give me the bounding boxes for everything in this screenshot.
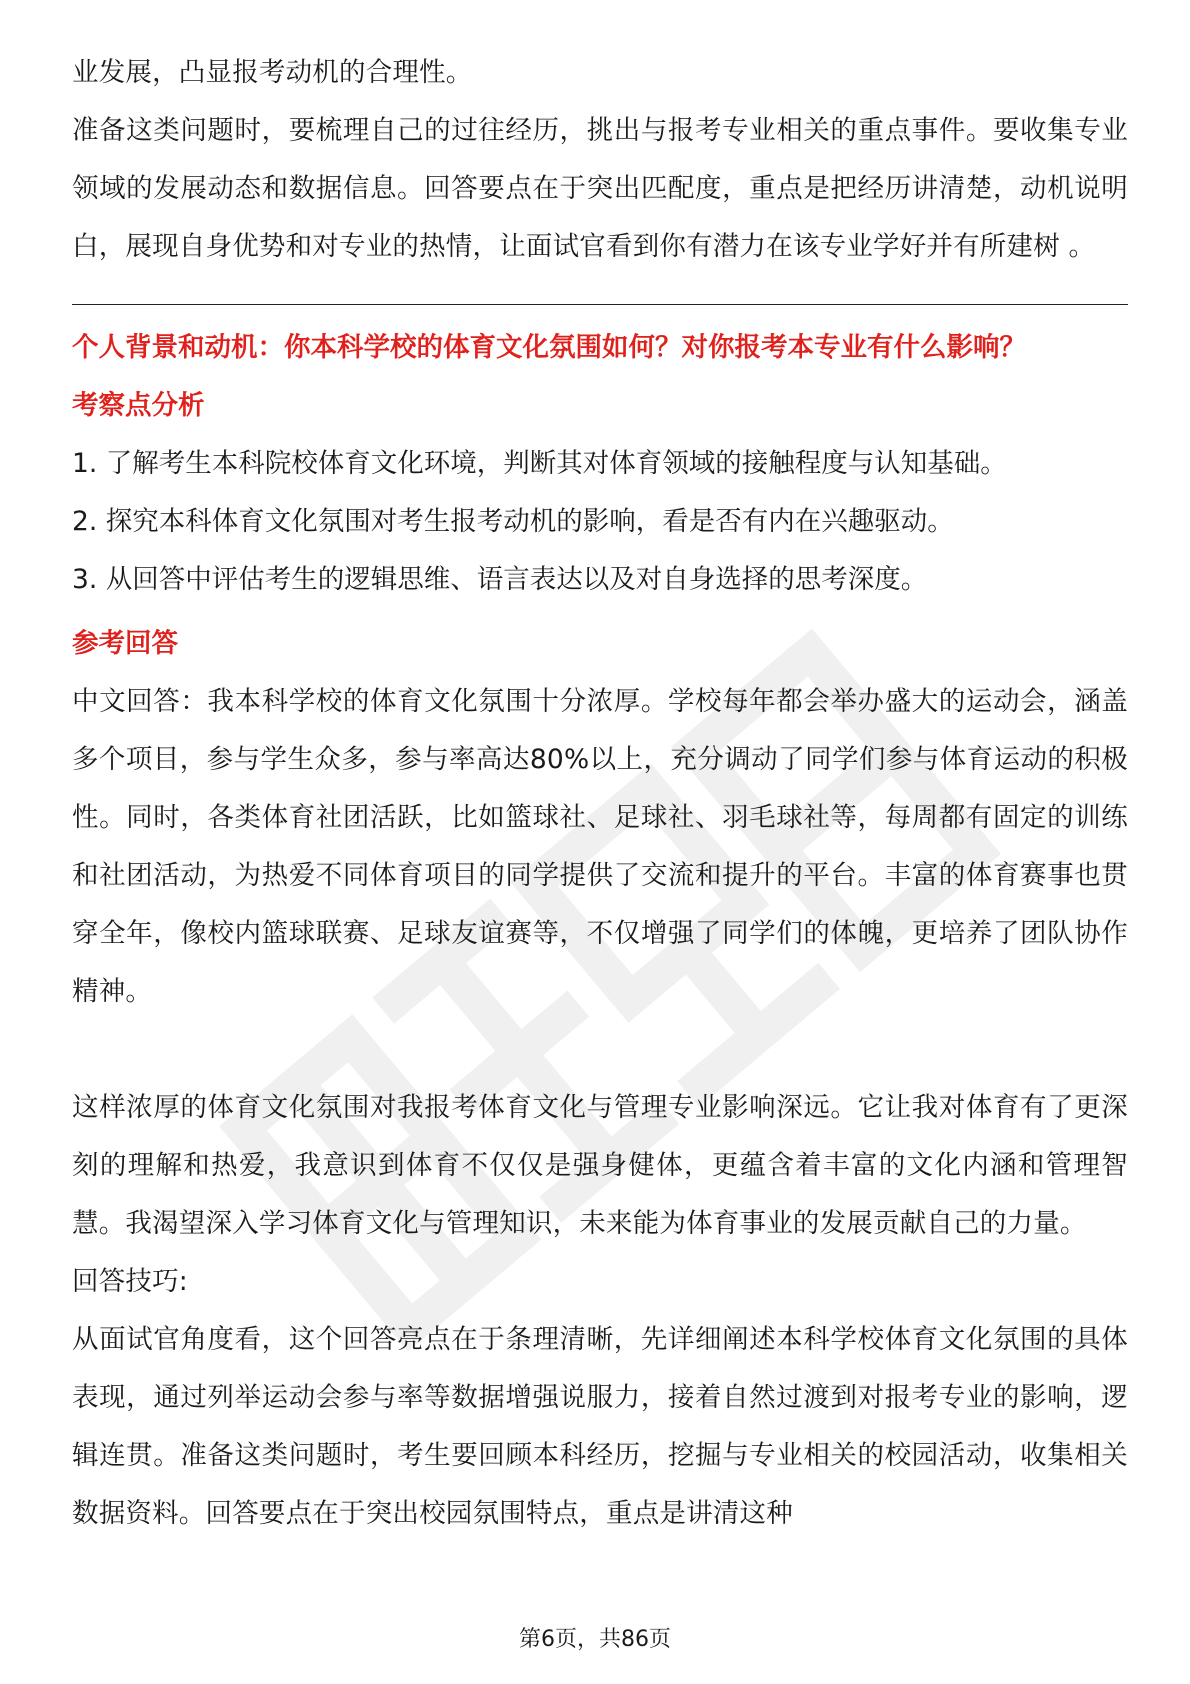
tips-paragraph: 从面试官角度看，这个回答亮点在于条理清晰，先详细阐述本科学校体育文化氛围的具体表现，通过列举运动会参与率等数据增强说服力，接着自然过渡到对报考专业的影响，逻辑连贯。准备这类问题时，考生要回顾本科经历，挖掘与专业相关的校园活动，收集相关数据资料。回答要点在于突出校园氛围特点，重点是讲清这种 [72,1324,1128,1529]
question-heading: 个人背景和动机：你本科学校的体育文化氛围如何？对你报考本专业有什么影响？ [72,332,1026,363]
answer-paragraph-2: 这样浓厚的体育文化氛围对我报考体育文化与管理专业影响深远。它让我对体育有了更深刻的理解和热爱，我意识到体育不仅仅是强身健体，更蕴含着丰富的文化内涵和管理智慧。我渴望深入学习体育文化与管理知识，未来能为体育事业的发展贡献自己的力量。 [72,1092,1128,1239]
tips-title: 回答技巧: [72,1266,188,1297]
answer-paragraph-1: 中文回答：我本科学校的体育文化氛围十分浓厚。学校每年都会举办盛大的运动会，涵盖多个项目，参与学生众多，参与率高达80%以上，充分调动了同学们参与体育运动的积极性。同时，各类体育社团活跃，比如篮球社、足球社、羽毛球社等，每周都有固定的训练和社团活动，为热爱不同体育项目的同学提供了交流和提升的平台。丰富的体育赛事也贯穿全年，像校内篮球联赛、足球友谊赛等，不仅增强了同学们的体魄，更培养了团队协作精神。 [72,686,1128,1007]
blank-line [72,1021,1128,1079]
section-divider [72,304,1128,305]
analysis-item: 2. 探究本科体育文化氛围对考生报考动机的影响，看是否有内在兴趣驱动。 [72,506,954,537]
analysis-item: 3. 从回答中评估考生的逻辑思维、语言表达以及对自身选择的思考深度。 [72,564,928,595]
page-number: 第6页，共86页 [519,1627,671,1652]
continuation-line: 业发展，凸显报考动机的合理性。 [72,57,473,88]
page-content [72,44,1128,1543]
analysis-item: 1. 了解考生本科院校体育文化环境，判断其对体育领域的接触程度与认知基础。 [72,448,1007,479]
answer-title: 参考回答 [72,628,178,659]
analysis-title: 考察点分析 [72,390,205,421]
continuation-paragraph: 准备这类问题时，要梳理自己的过往经历，挑出与报考专业相关的重点事件。要收集专业领域的发展动态和数据信息。回答要点在于突出匹配度，重点是把经历讲清楚，动机说明白，展现自身优势和对专业的热情，让面试官看到你有潜力在该专业学好并有所建树 。 [72,115,1128,262]
